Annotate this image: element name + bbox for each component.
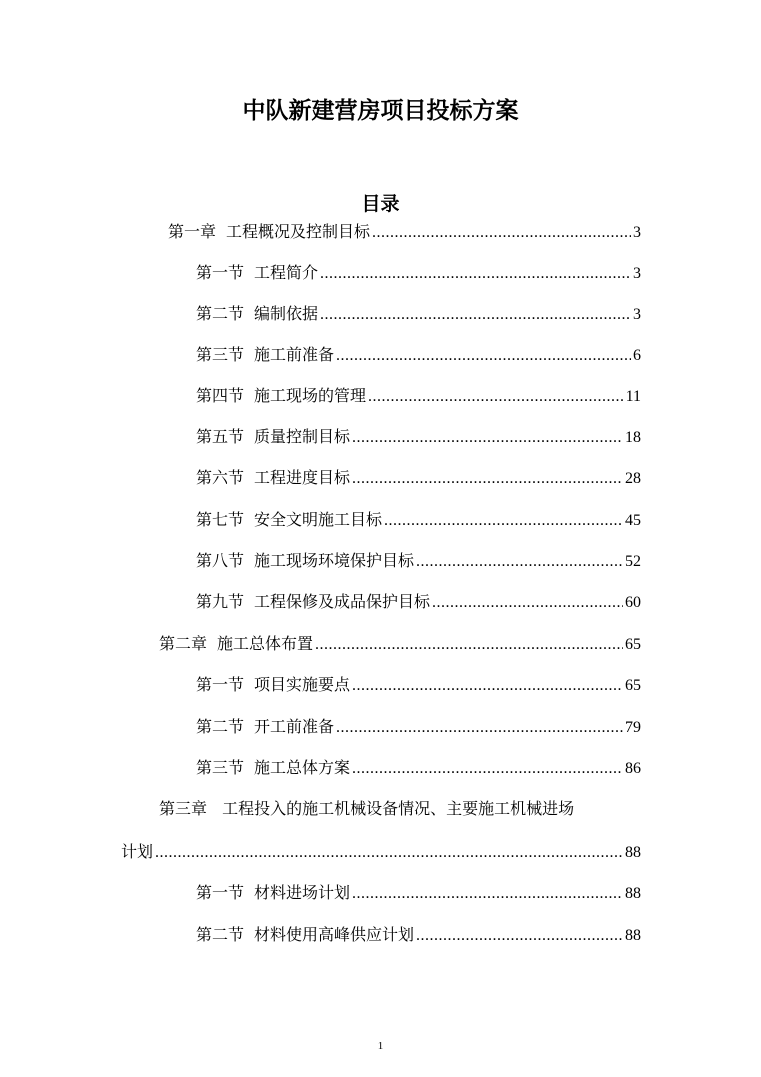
toc-entry-page: 11 xyxy=(625,388,641,405)
toc-entry-label: 施工前准备 xyxy=(254,345,335,364)
toc-entry-page: 45 xyxy=(625,512,641,529)
toc-leader-dots xyxy=(416,925,623,947)
toc-entry-page: 3 xyxy=(633,224,641,241)
toc-leader-dots xyxy=(155,842,623,864)
toc-leader-dots xyxy=(352,468,623,490)
toc-entry-number: 第三节 xyxy=(196,758,245,777)
toc-entry-number: 第七节 xyxy=(196,510,245,529)
toc-entry-number: 第二节 xyxy=(196,304,245,323)
toc-entry-section[interactable] xyxy=(196,550,641,572)
toc-entry-label: 开工前准备 xyxy=(254,717,335,736)
toc-entry-section[interactable] xyxy=(196,467,641,489)
toc-leader-dots xyxy=(432,592,623,614)
toc-entry-label: 安全文明施工目标 xyxy=(254,510,383,529)
toc-leader-dots xyxy=(336,345,631,367)
toc-leader-dots xyxy=(416,551,623,573)
toc-entry-page: 65 xyxy=(625,677,641,694)
toc-entry-label: 施工总体布置 xyxy=(217,634,314,653)
toc-entry-chapter-3-continued[interactable] xyxy=(121,841,641,863)
toc-entry-section[interactable] xyxy=(196,262,641,284)
toc-entry-number: 第一节 xyxy=(196,883,245,902)
toc-entry-number: 第三章 xyxy=(159,799,208,818)
toc-entry-label: 施工现场的管理 xyxy=(254,386,367,405)
toc-leader-dots xyxy=(352,758,623,780)
toc-entry-number: 第五节 xyxy=(196,427,245,446)
toc-entry-label-continued: 计划 xyxy=(121,842,154,861)
toc-entry-number: 第三节 xyxy=(196,345,245,364)
toc-entry-page: 3 xyxy=(633,306,641,323)
toc-leader-dots xyxy=(320,304,631,326)
toc-heading: 目录 xyxy=(361,193,400,215)
toc-entry-page: 28 xyxy=(625,470,641,487)
toc-entry-page: 52 xyxy=(625,553,641,570)
toc-entry-label: 材料进场计划 xyxy=(254,883,351,902)
toc-entry-page: 86 xyxy=(625,760,641,777)
toc-entry-page: 65 xyxy=(625,636,641,653)
toc-entry-label: 编制依据 xyxy=(254,304,319,323)
toc-entry-section[interactable] xyxy=(196,674,641,696)
toc-entry-number: 第一章 xyxy=(168,222,217,241)
toc-entry-number: 第四节 xyxy=(196,386,245,405)
toc-entry-section[interactable] xyxy=(196,924,641,946)
toc-leader-dots xyxy=(372,222,631,244)
toc-entry-label: 工程进度目标 xyxy=(254,468,351,487)
toc-entry-chapter-1[interactable] xyxy=(168,221,641,243)
toc-entry-section[interactable] xyxy=(196,882,641,904)
toc-entry-label: 施工总体方案 xyxy=(254,758,351,777)
page-number: 1 xyxy=(377,1040,384,1052)
toc-entry-section[interactable] xyxy=(196,591,641,613)
toc-entry-number: 第一节 xyxy=(196,675,245,694)
toc-entry-page: 3 xyxy=(633,265,641,282)
toc-entry-section[interactable] xyxy=(196,303,641,325)
toc-entry-page: 88 xyxy=(625,844,641,861)
toc-leader-dots xyxy=(315,634,623,656)
toc-entry-page: 88 xyxy=(625,885,641,902)
toc-entry-page: 60 xyxy=(625,594,641,611)
toc-entry-page: 88 xyxy=(625,927,641,944)
toc-entry-section[interactable] xyxy=(196,426,641,448)
toc-entry-number: 第九节 xyxy=(196,592,245,611)
toc-entry-number: 第二章 xyxy=(159,634,208,653)
toc-entry-page: 6 xyxy=(633,347,641,364)
toc-leader-dots xyxy=(368,386,624,408)
toc-leader-dots xyxy=(320,263,631,285)
toc-entry-page: 79 xyxy=(625,719,641,736)
toc-entry-page: 18 xyxy=(625,429,641,446)
toc-entry-label: 工程投入的施工机械设备情况、主要施工机械进场 xyxy=(222,799,575,818)
toc-entry-number: 第六节 xyxy=(196,468,245,487)
toc-entry-label: 项目实施要点 xyxy=(254,675,351,694)
toc-entry-label: 材料使用高峰供应计划 xyxy=(254,925,415,944)
toc-leader-dots xyxy=(336,717,623,739)
toc-leader-dots xyxy=(352,427,623,449)
toc-entry-label: 工程简介 xyxy=(254,263,319,282)
toc-entry-section[interactable] xyxy=(196,509,641,531)
toc-entry-section[interactable] xyxy=(196,716,641,738)
toc-entry-label: 施工现场环境保护目标 xyxy=(254,551,415,570)
toc-entry-section[interactable] xyxy=(196,344,641,366)
toc-entry-number: 第二节 xyxy=(196,925,245,944)
toc-entry-chapter-2[interactable] xyxy=(159,633,641,655)
toc-entry-section[interactable] xyxy=(196,757,641,779)
toc-entry-label: 工程概况及控制目标 xyxy=(226,222,371,241)
toc-entry-number: 第八节 xyxy=(196,551,245,570)
toc-leader-dots xyxy=(352,675,623,697)
toc-entry-label: 质量控制目标 xyxy=(254,427,351,446)
document-title: 中队新建营房项目投标方案 xyxy=(242,98,519,124)
toc-entry-number: 第一节 xyxy=(196,263,245,282)
toc-entry-number: 第二节 xyxy=(196,717,245,736)
toc-leader-dots xyxy=(352,883,623,905)
toc-entry-label: 工程保修及成品保护目标 xyxy=(254,592,431,611)
toc-entry-chapter-3[interactable] xyxy=(159,798,574,820)
toc-entry-section[interactable] xyxy=(196,385,641,407)
toc-leader-dots xyxy=(384,510,623,532)
